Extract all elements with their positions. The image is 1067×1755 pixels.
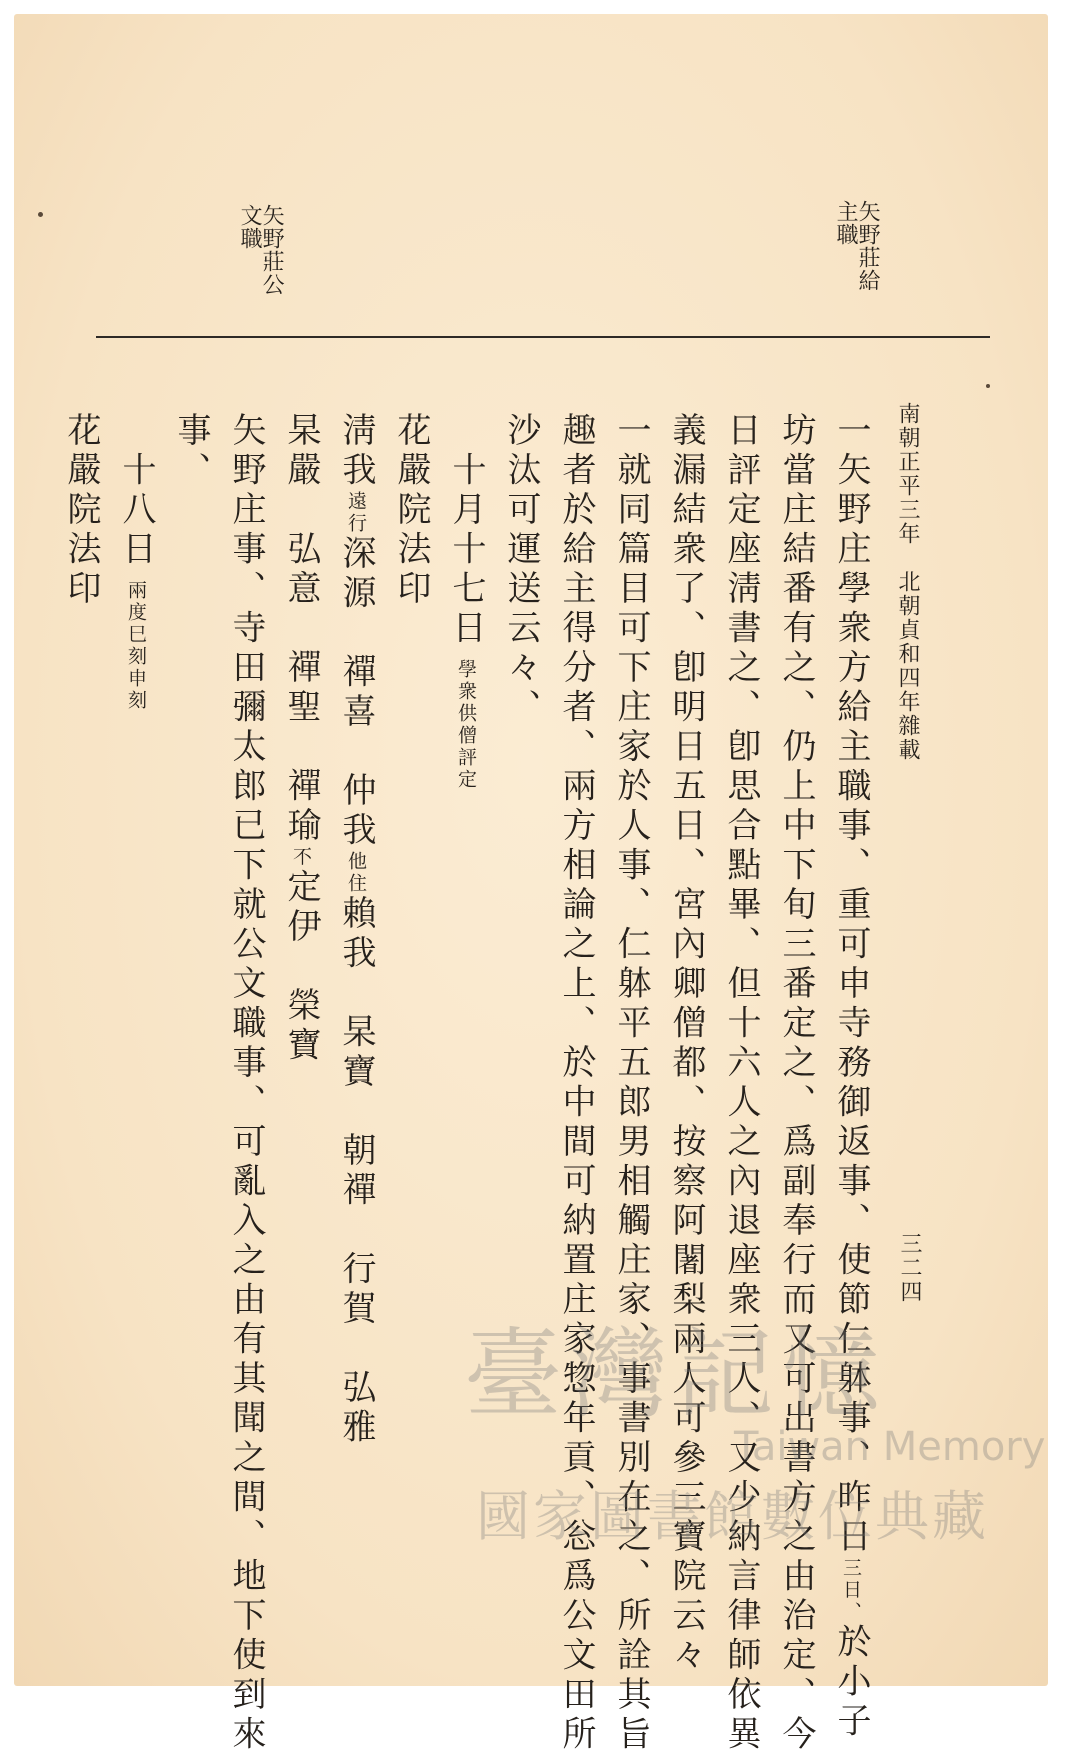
- body-column-15: 花嚴院法印: [61, 412, 101, 610]
- body-column-12: 矢野庄事、寺田彌太郎已下就公文職事、可亂入之由有其聞之間、地下使到來: [226, 412, 266, 1755]
- body-column-11-rest: 定伊 榮寶: [281, 868, 321, 1066]
- body-column-3: 日評定座淸書之、卽思合點畢、但十六人之內退座衆三人、又少納言律師依異: [721, 412, 761, 1755]
- document-page: [14, 14, 1048, 1755]
- body-column-11-text: 杲嚴 弘意 禪聖 禪瑜: [281, 412, 321, 847]
- body-column-9: 花嚴院法印: [391, 412, 431, 610]
- body-column-6: 趣者於給主得分者、兩方相論之上、於中間可納置庄家惣年貢、忩爲公文田所: [556, 412, 596, 1755]
- body-column-2: 坊當庄結番有之、仍上中下旬三番定之、爲副奉行而又可出書方之由治定、今: [776, 412, 816, 1755]
- body-column-14-date: 十八日: [116, 412, 156, 570]
- body-column-10-note: 遠行: [345, 491, 367, 535]
- margin-note-1-line2: 主職: [833, 200, 859, 246]
- body-column-1-text: 一矢野庄學衆方給主職事、重可申寺務御返事、使節仁躰事、昨日: [831, 412, 871, 1558]
- body-column-14-note: 兩度巳刻申刻: [125, 580, 147, 712]
- body-column-10-rest: 深源 禪喜 仲我: [336, 535, 376, 851]
- body-column-8: [446, 412, 486, 791]
- body-column-8-note: 學衆供僧評定: [455, 659, 477, 791]
- body-column-10-rest2: 賴我 杲寶 朝禪 行賀 弘雅: [336, 895, 376, 1448]
- margin-note-2-line1: 矢野莊公: [259, 204, 285, 296]
- body-column-11: [281, 412, 321, 1066]
- body-column-5: 一就同篇目可下庄家於人事、仁躰平五郎男相觸庄家、事書別在之、所詮其旨: [611, 412, 651, 1755]
- body-column-4: 義漏結衆了、卽明日五日、宮內卿僧都、按察阿闍梨兩人可參三寶院云々: [666, 412, 706, 1676]
- body-column-8-date: 十月十七日: [446, 412, 486, 649]
- body-column-1-note: 三日、: [840, 1557, 862, 1624]
- page-number: 三二四: [897, 1232, 922, 1304]
- watermark-english: Taiwan Memory: [734, 1424, 1046, 1470]
- body-column-11-note: 不: [290, 846, 312, 869]
- body-column-10-note2: 他住: [345, 851, 367, 895]
- body-column-10-text: 淸我: [336, 412, 376, 491]
- running-header-title: 南朝正平三年 北朝貞和四年雜載: [895, 402, 920, 762]
- margin-note-1-line1: 矢野莊給: [855, 200, 881, 292]
- paper-speck: [986, 384, 990, 388]
- paper-speck: [38, 212, 43, 217]
- watermark-library: 國家圖書館數位典藏: [476, 1485, 989, 1548]
- body-column-10: [336, 412, 376, 1448]
- body-column-7: 沙汰可運送云々、: [501, 412, 541, 728]
- body-column-13: 事、: [171, 412, 211, 491]
- header-rule: [96, 336, 990, 338]
- body-column-1-rest: 於小子: [831, 1623, 871, 1742]
- watermark-logo: 臺灣記憶: [464, 1318, 889, 1432]
- body-column-14: [116, 412, 156, 712]
- margin-note-2-line2: 文職: [237, 204, 263, 250]
